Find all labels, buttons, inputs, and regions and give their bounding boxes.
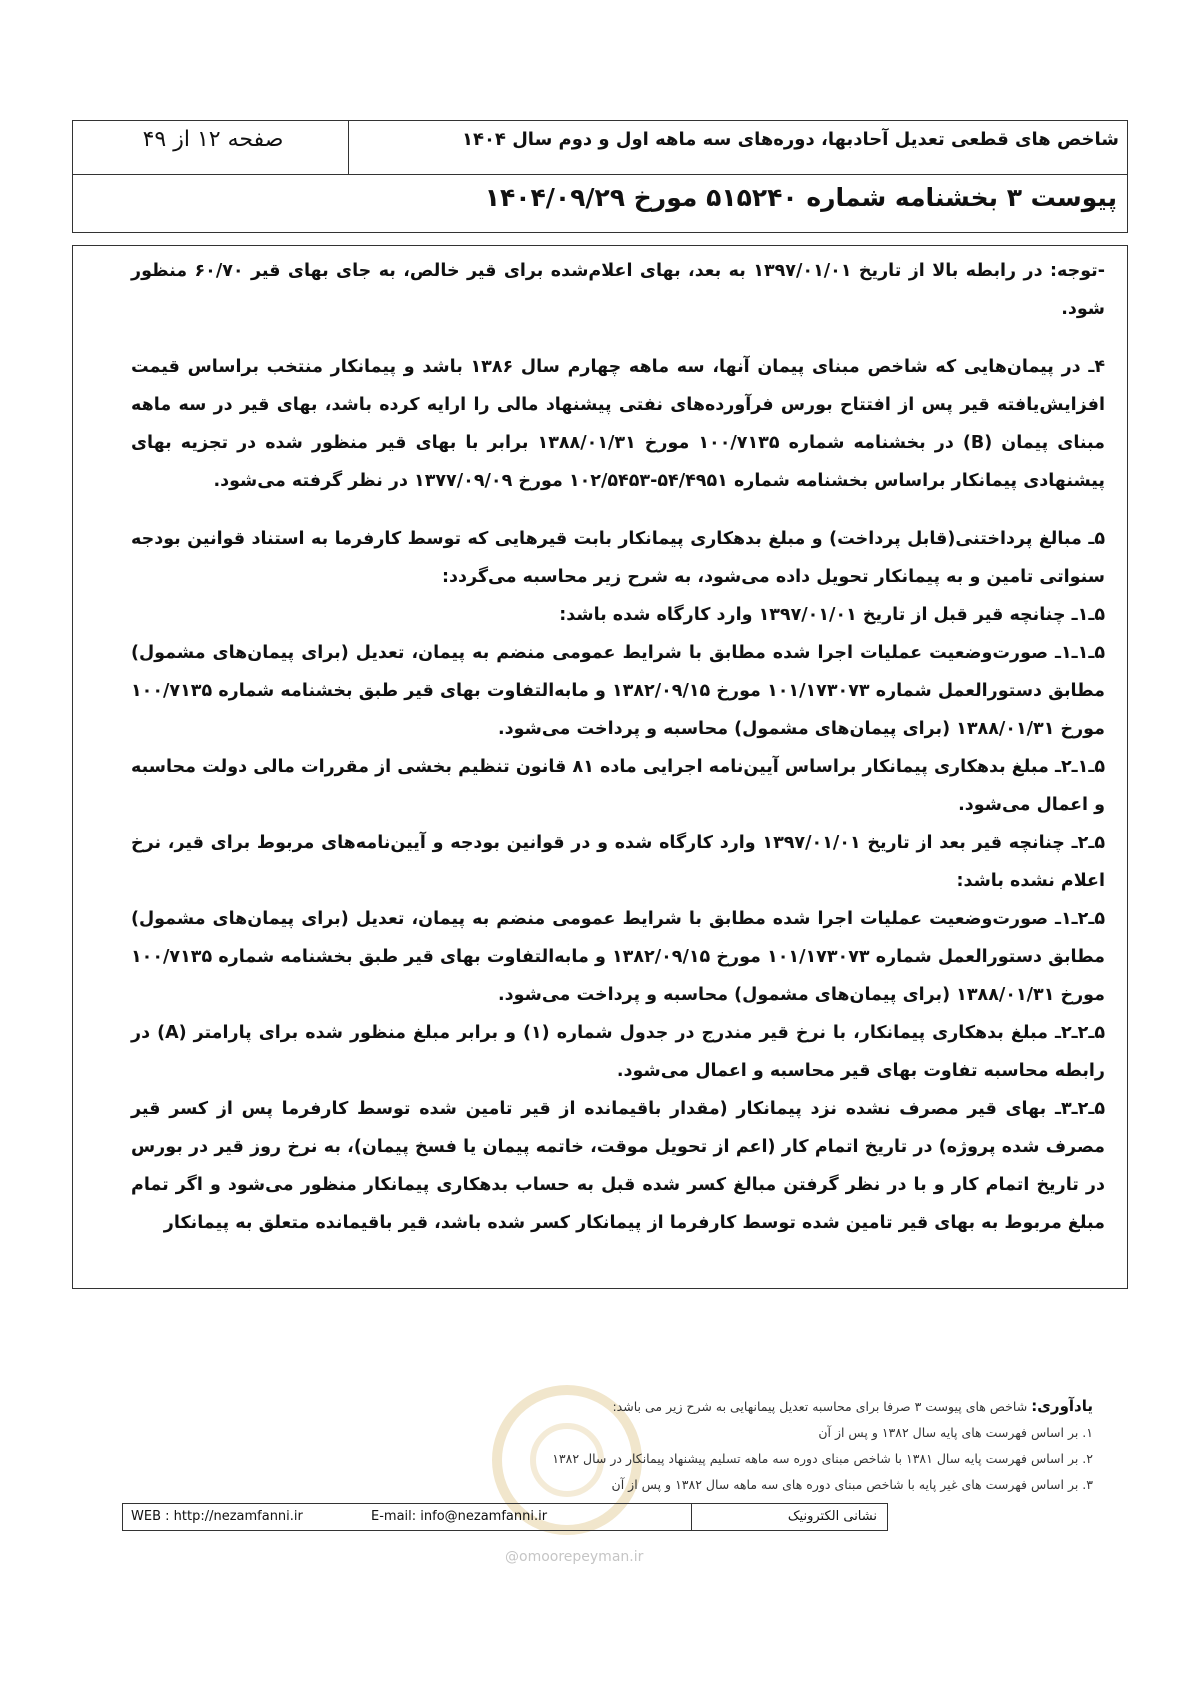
paragraph-5-2-3: ۵ـ۲ـ۳ـ بهای قیر مصرف نشده نزد پیمانکار (مقدار باقیمانده از قیر تامین شده توسط کارفرما پس از کسر قیر مصرف شده پروژه) در تاریخ اتمام کار (اعم از تحویل موقت، خاتمه پیمان یا فسخ پیمان)، به نرخ روز قیر در بورس در تاریخ اتمام کار و با در نظر گرفتن مبالغ کسر شده قبل به حساب بدهکاری پیمانکار منظور می‌شود و اگر تمام مبلغ مربوط به بهای قیر تامین شده توسط کارفرما از پیمانکار کسر شده باشد، قیر باقیمانده متعلق به پیمانکار: [131, 1099, 1105, 1233]
reminder-item-2: ۲. بر اساس فهرست پایه سال ۱۳۸۱ با شاخص مبنای دوره سه ماهه تسلیم پیشنهاد پیمانکار در سال ۱۳۸۲: [552, 1451, 1093, 1466]
reminder-label: یادآوری:: [1031, 1397, 1093, 1415]
reminder-heading: [333, 1393, 1093, 1420]
reminder-item-3: ۳. بر اساس فهرست های غیر پایه با شاخص مبنای دوره های سه ماهه سال ۱۳۸۲ و پس از آن: [611, 1477, 1093, 1492]
email-link[interactable]: E-mail: info@nezamfanni.ir: [371, 1509, 548, 1524]
page-number: صفحه ۱۲ از ۴۹: [142, 127, 284, 152]
contact-divider: [691, 1504, 692, 1530]
header-divider: [348, 121, 349, 175]
contact-table: [122, 1503, 888, 1531]
header-table: [72, 120, 1128, 233]
document-title: شاخص های قطعی تعدیل آحادبها، دوره‌های سه ماهه اول و دوم سال ۱۴۰۴: [461, 129, 1119, 150]
watermark-text: @omoorepeyman.ir: [505, 1549, 644, 1565]
header-row-bottom: [73, 175, 1127, 232]
content-box: [72, 245, 1128, 1289]
header-row-top: [73, 121, 1127, 175]
reminder-item-1: ۱. بر اساس فهرست های پایه سال ۱۳۸۲ و پس از آن: [818, 1425, 1093, 1440]
reminder-text: شاخص های پیوست ۳ صرفا برای محاسبه تعدیل پیمانهایی به شرح زیر می باشد:: [612, 1399, 1028, 1414]
website-link[interactable]: WEB : http://nezamfanni.ir: [131, 1509, 303, 1524]
paragraph-4: ۴ـ در پیمان‌هایی که شاخص مبنای پیمان آنها، سه ماهه چهارم سال ۱۳۸۶ باشد و پیمانکار منتخب براساس قیمت افزایش‌یافته قیر پس از افتتاح بورس فرآورده‌های نفتی پیشنهاد مالی را ارایه کرده باشد، بهای قیر در سه ماهه مبنای پیمان (B) در بخشنامه شماره ۱۰۰/۷۱۳۵ مورخ ۱۳۸۸/۰۱/۳۱ برابر با بهای قیر منظور شده در تجزیه بهای پیشنهادی پیمانکار براساس بخشنامه شماره ۵۴/۴۹۵۱-۱۰۲/۵۴۵۳ مورخ ۱۳۷۷/۰۹/۰۹ در نظر گرفته می‌شود.: [131, 357, 1106, 491]
paragraph-5-1-2: ۵ـ۱ـ۲ـ مبلغ بدهکاری پیمانکار براساس آیین‌نامه اجرایی ماده ۸۱ قانون تنظیم بخشی از مقررات مالی دولت محاسبه و اعمال می‌شود.: [131, 757, 1105, 815]
paragraph-5-2-1: ۵ـ۲ـ۱ـ صورت‌وضعیت عملیات اجرا شده مطابق با شرایط عمومی منضم به پیمان، تعدیل (برای پیمان‌های مشمول) مطابق دستورالعمل شماره ۱۰۱/۱۷۳۰۷۳ مورخ ۱۳۸۲/۰۹/۱۵ و مابه‌التفاوت بهای قیر طبق بخشنامه شماره ۱۰۰/۷۱۳۵ مورخ ۱۳۸۸/۰۱/۳۱ (برای پیمان‌های مشمول) محاسبه و پرداخت می‌شود.: [131, 909, 1105, 1005]
paragraph-5-2-2: ۵ـ۲ـ۲ـ مبلغ بدهکاری پیمانکار، با نرخ قیر مندرج در جدول شماره (۱) و برابر مبلغ منظور شده برای پارامتر (A) در رابطه محاسبه تفاوت بهای قیر محاسبه و اعمال می‌شود.: [131, 1023, 1105, 1081]
footer: [0, 1385, 1191, 1685]
paragraph-5: ۵ـ مبالغ پرداختنی(قابل پرداخت) و مبلغ بدهکاری پیمانکار بابت قیرهایی که توسط کارفرما به استناد قوانین بودجه سنواتی تامین و به پیمانکار تحویل داده می‌شود، به شرح زیر محاسبه می‌گردد:: [131, 529, 1105, 587]
email-label: نشانی الکترونیک: [787, 1509, 877, 1524]
reminder-block: [333, 1393, 1093, 1498]
note-paragraph: -توجه: در رابطه بالا از تاریخ ۱۳۹۷/۰۱/۰۱ به بعد، بهای اعلام‌شده برای قیر خالص، به جای بهای قیر ۶۰/۷۰ منظور شود.: [131, 261, 1105, 319]
paragraph-5-1: ۵ـ۱ـ چنانچه قیر قبل از تاریخ ۱۳۹۷/۰۱/۰۱ وارد کارگاه شده باشد:: [559, 605, 1105, 625]
paragraph-5-1-1: ۵ـ۱ـ۱ـ صورت‌وضعیت عملیات اجرا شده مطابق با شرایط عمومی منضم به پیمان، تعدیل (برای پیمان‌های مشمول) مطابق دستورالعمل شماره ۱۰۱/۱۷۳۰۷۳ مورخ ۱۳۸۲/۰۹/۱۵ و مابه‌التفاوت بهای قیر طبق بخشنامه شماره ۱۰۰/۷۱۳۵ مورخ ۱۳۸۸/۰۱/۳۱ (برای پیمان‌های مشمول) محاسبه و پرداخت می‌شود.: [131, 643, 1105, 739]
annex-title: پیوست ۳ بخشنامه شماره ۵۱۵۲۴۰ مورخ ۱۴۰۴/۰۹/۲۹: [484, 183, 1117, 212]
content-text: [131, 252, 1105, 1242]
paragraph-5-2: ۵ـ۲ـ چنانچه قیر بعد از تاریخ ۱۳۹۷/۰۱/۰۱ وارد کارگاه شده و در قوانین بودجه و آیین‌نامه‌های مربوط برای قیر، نرخ اعلام نشده باشد:: [131, 833, 1105, 891]
